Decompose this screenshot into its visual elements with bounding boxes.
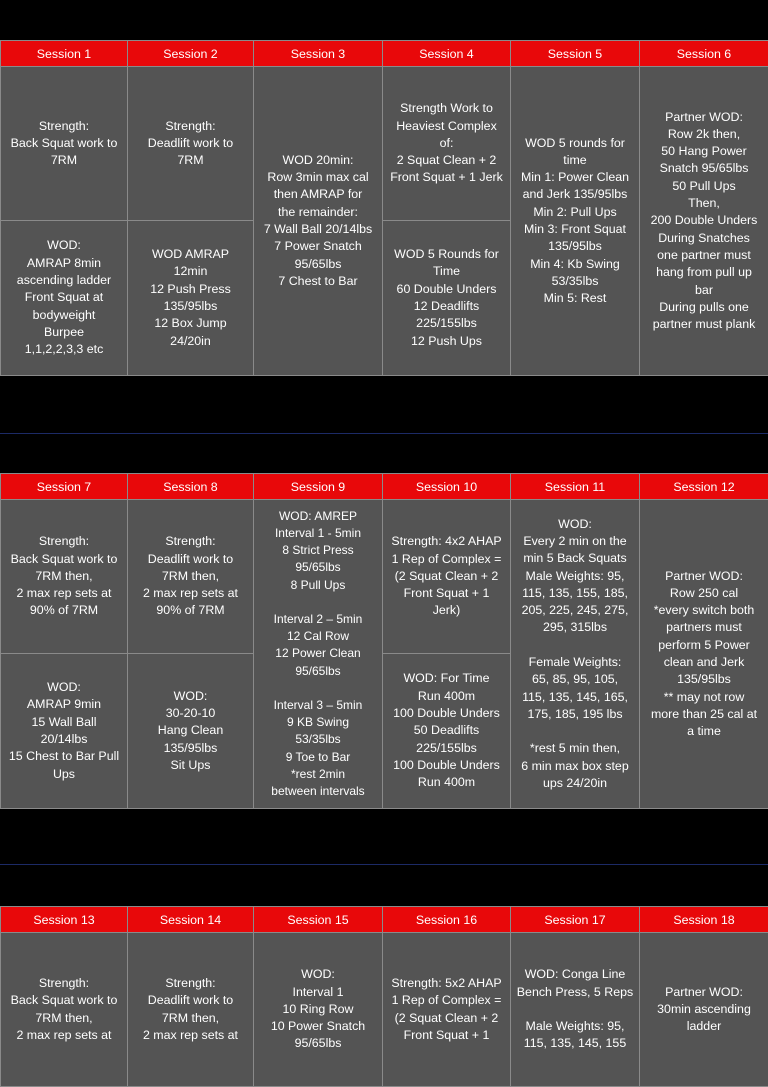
- session-8-strength: Strength: Deadlift work to 7RM then, 2 max rep sets at 90% of 7RM: [128, 500, 254, 654]
- session-9-wod: WOD: AMREP Interval 1 - 5min 8 Strict Press 95/65lbs 8 Pull Ups Interval 2 – 5min 12 Cal Row 12 Power Clean 95/65lbs Interval 3 – 5min 9 KB Swing 53/35lbs 9 Toe to Bar *rest 2min between intervals: [254, 500, 383, 809]
- session-17-wod: WOD: Conga Line Bench Press, 5 Reps Male Weights: 95, 115, 135, 145, 155: [511, 933, 640, 1087]
- session-13-header: Session 13: [1, 907, 128, 933]
- week-2-table: [0, 473, 768, 809]
- session-1-wod: WOD: AMRAP 8min ascending ladder Front Squat at bodyweight Burpee 1,1,2,2,3,3 etc: [1, 221, 128, 376]
- week-1-divider: [0, 433, 768, 434]
- session-11-header: Session 11: [511, 474, 640, 500]
- session-18-header: Session 18: [640, 907, 768, 933]
- session-3-header: Session 3: [254, 41, 383, 67]
- session-11-wod: WOD: Every 2 min on the min 5 Back Squats Male Weights: 95, 115, 135, 155, 185, 205, 225, 245, 275, 295, 315lbs Female Weights: 65, 85, 95, 105, 115, 135, 145, 165, 175, 185, 195 lbs *rest 5 min then, 6 min max box step ups 24/20in: [511, 500, 640, 809]
- week-3-table: [0, 906, 768, 1087]
- session-6-header: Session 6: [640, 41, 768, 67]
- session-12-wod: Partner WOD: Row 250 cal *every switch both partners must perform 5 Power clean and Jerk 135/95lbs ** may not row more than 25 cal at a time: [640, 500, 768, 809]
- session-14-header: Session 14: [128, 907, 254, 933]
- session-10-wod: WOD: For Time Run 400m 100 Double Unders 50 Deadlifts 225/155lbs 100 Double Unders Run 400m: [383, 654, 511, 809]
- session-2-header: Session 2: [128, 41, 254, 67]
- week-1-table: [0, 40, 768, 376]
- session-6-wod: Partner WOD: Row 2k then, 50 Hang Power Snatch 95/65lbs 50 Pull Ups Then, 200 Double Unders During Snatches one partner must hang from pull up bar During pulls one partner must plank: [640, 67, 768, 376]
- session-2-wod: WOD AMRAP 12min 12 Push Press 135/95lbs 12 Box Jump 24/20in: [128, 221, 254, 376]
- session-16-header: Session 16: [383, 907, 511, 933]
- session-10-header: Session 10: [383, 474, 511, 500]
- session-5-wod: WOD 5 rounds for time Min 1: Power Clean and Jerk 135/95lbs Min 2: Pull Ups Min 3: Front Squat 135/95lbs Min 4: Kb Swing 53/35lbs Min 5: Rest: [511, 67, 640, 376]
- session-15-wod: WOD: Interval 1 10 Ring Row 10 Power Snatch 95/65lbs: [254, 933, 383, 1087]
- session-9-header: Session 9: [254, 474, 383, 500]
- session-4-header: Session 4: [383, 41, 511, 67]
- week-2-divider: [0, 864, 768, 865]
- session-1-header: Session 1: [1, 41, 128, 67]
- session-8-wod: WOD: 30-20-10 Hang Clean 135/95lbs Sit Ups: [128, 654, 254, 809]
- session-3-wod: WOD 20min: Row 3min max cal then AMRAP for the remainder: 7 Wall Ball 20/14lbs 7 Power Snatch 95/65lbs 7 Chest to Bar: [254, 67, 383, 376]
- session-7-wod: WOD: AMRAP 9min 15 Wall Ball 20/14lbs 15 Chest to Bar Pull Ups: [1, 654, 128, 809]
- session-5-header: Session 5: [511, 41, 640, 67]
- session-4-strength: Strength Work to Heaviest Complex of: 2 Squat Clean + 2 Front Squat + 1 Jerk: [383, 67, 511, 221]
- session-15-header: Session 15: [254, 907, 383, 933]
- session-2-strength: Strength: Deadlift work to 7RM: [128, 67, 254, 221]
- session-10-strength: Strength: 4x2 AHAP 1 Rep of Complex = (2 Squat Clean + 2 Front Squat + 1 Jerk): [383, 500, 511, 654]
- session-16-strength: Strength: 5x2 AHAP 1 Rep of Complex = (2 Squat Clean + 2 Front Squat + 1: [383, 933, 511, 1087]
- session-17-header: Session 17: [511, 907, 640, 933]
- session-13-strength: Strength: Back Squat work to 7RM then, 2 max rep sets at: [1, 933, 128, 1087]
- session-8-header: Session 8: [128, 474, 254, 500]
- session-4-wod: WOD 5 Rounds for Time 60 Double Unders 12 Deadlifts 225/155lbs 12 Push Ups: [383, 221, 511, 376]
- session-14-strength: Strength: Deadlift work to 7RM then, 2 max rep sets at: [128, 933, 254, 1087]
- session-7-strength: Strength: Back Squat work to 7RM then, 2 max rep sets at 90% of 7RM: [1, 500, 128, 654]
- session-7-header: Session 7: [1, 474, 128, 500]
- session-18-wod: Partner WOD: 30min ascending ladder: [640, 933, 768, 1087]
- session-12-header: Session 12: [640, 474, 768, 500]
- session-1-strength: Strength: Back Squat work to 7RM: [1, 67, 128, 221]
